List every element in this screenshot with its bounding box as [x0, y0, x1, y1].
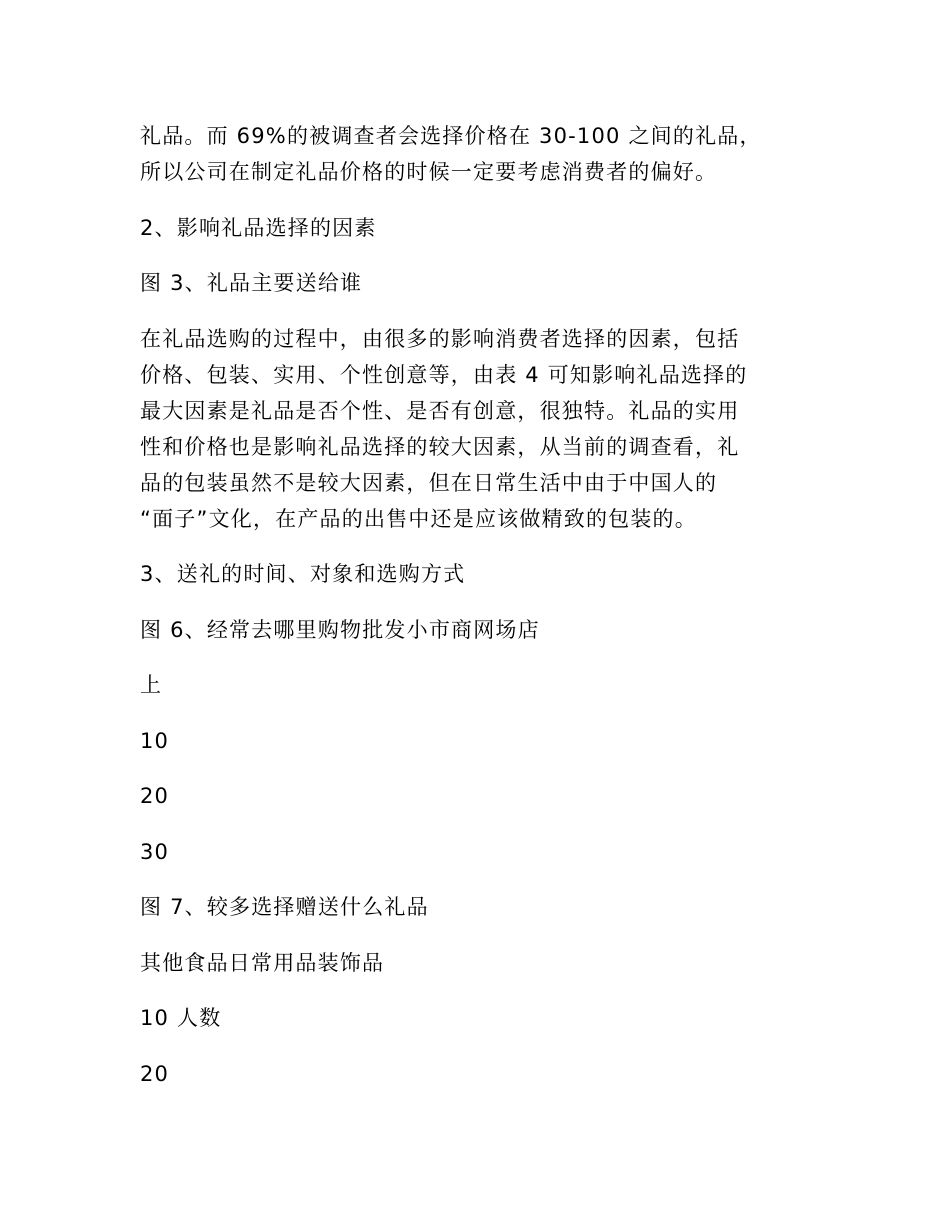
figure-caption-7: 图 7、较多选择赠送什么礼品: [140, 895, 429, 919]
figure-7-categories: 其他食品日常用品装饰品: [140, 950, 385, 975]
figure-caption-3: 图 3、礼品主要送给谁: [140, 271, 363, 295]
text-line: 在礼品选购的过程中，由很多的影响消费者选择的因素，包括: [140, 326, 740, 351]
text-line: 所以公司在制定礼品价格的时候一定要考虑消费者的偏好。: [140, 160, 718, 184]
text-line: “面子”文化，在产品的出售中还是应该做精致的包装的。: [140, 506, 697, 531]
section-heading-3: 3、送礼的时间、对象和选购方式: [140, 562, 466, 586]
figure-6-tick: 30: [140, 839, 170, 864]
figure-6-label: 上: [140, 673, 163, 697]
figure-7-tick: 20: [140, 1061, 170, 1086]
text-line: 性和价格也是影响礼品选择的较大因素，从当前的调查看，礼: [140, 434, 740, 459]
figure-6-tick: 20: [140, 784, 170, 808]
text-line: 价格、包装、实用、个性创意等，由表 4 可知影响礼品选择的: [140, 362, 748, 387]
figure-caption-6: 图 6、经常去哪里购物批发小市商网场店: [140, 617, 540, 642]
text-line: 品的包装虽然不是较大因素，但在日常生活中由于中国人的: [140, 470, 718, 495]
paragraph-price-preference: [140, 118, 810, 190]
section-heading-2: 2、影响礼品选择的因素: [140, 215, 377, 240]
figure-6-tick: 10: [140, 728, 170, 753]
paragraph-selection-factors: [140, 321, 810, 537]
document-page: [140, 118, 810, 1092]
text-line: 最大因素是礼品是否个性、是否有创意，很独特。礼品的实用: [140, 398, 740, 423]
figure-7-tick: 10 人数: [140, 1006, 222, 1030]
text-line: 礼品。而 69%的被调查者会选择价格在 30-100 之间的礼品，: [140, 124, 762, 148]
